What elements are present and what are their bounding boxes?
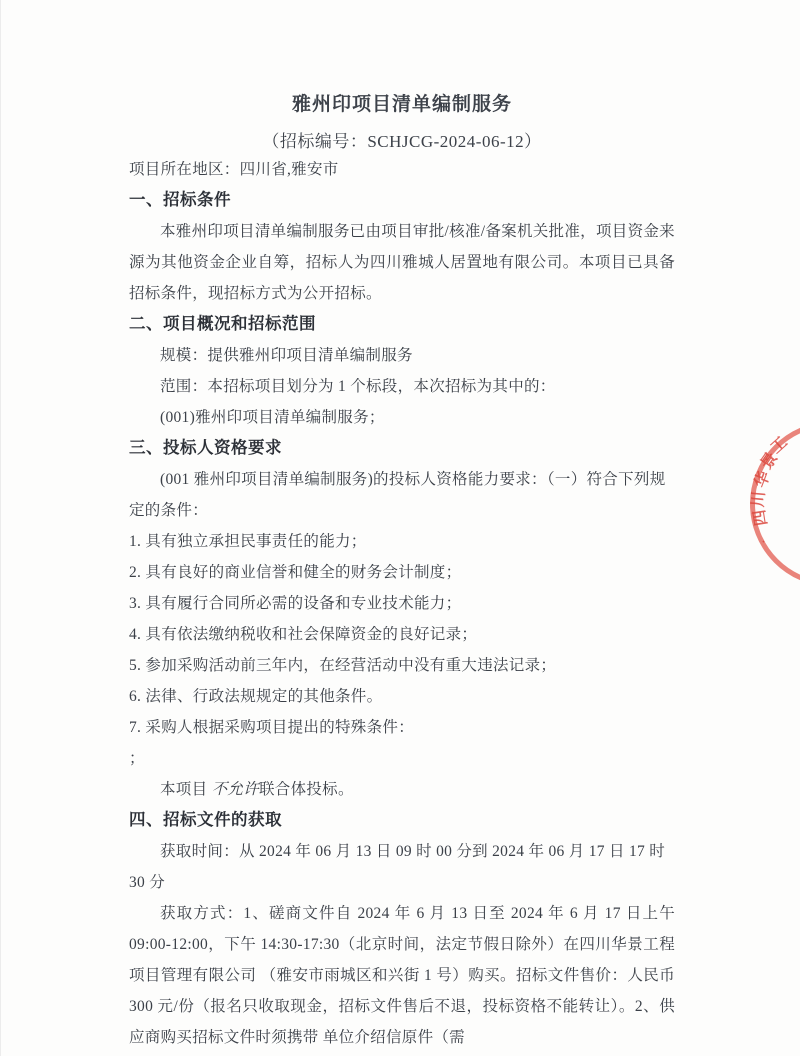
joint-bid-prefix: 本项目: [160, 781, 212, 798]
dangling-semicolon-line: ；: [129, 750, 145, 767]
document-title: 雅州印项目清单编制服务: [291, 94, 512, 115]
project-location-line: 项目所在地区：四川省,雅安市: [129, 161, 339, 178]
project-scope-line: 范围：本招标项目划分为 1 个标段，本次招标为其中的：: [160, 378, 556, 395]
section-1-paragraph: 本雅州印项目清单编制服务已由项目审批/核准/备案机关批准，项目资金来源为其他资金企业自筹，招标人为四川雅城人居置地有限公司。本项目已具备招标条件，现招标方式为公开招标。: [129, 223, 675, 302]
qualification-item-6: 6. 法律、行政法规规定的其他条件。: [129, 688, 383, 705]
section-3-heading: 三、投标人资格要求: [129, 439, 282, 457]
qualification-intro-line: (001 雅州印项目清单编制服务)的投标人资格能力要求：（一）符合下列规定的条件：: [129, 471, 666, 519]
section-4-heading: 四、招标文件的获取: [129, 811, 282, 829]
qualification-item-5: 5. 参加采购活动前三年内，在经营活动中没有重大违法记录；: [129, 657, 557, 674]
qualification-item-1: 1. 具有独立承担民事责任的能力；: [129, 533, 367, 550]
obtain-method-paragraph: 获取方式：1、磋商文件自 2024 年 6 月 13 日至 2024 年 6 月 17 日上午 09:00-12:00，下午 14:30-17:30（北京时间，法定节假日除外）在四川华景工程项目管理有限公司 （雅安市雨城区和兴街 1 号）购买。招标文件售价：人民币 300 元/份（报名只收取现金，招标文件售后不退，投标资格不能转让）。2、供应商购买招标文件时须携带 单位介绍信原件（需: [129, 905, 675, 1046]
company-seal-char-jing: 景: [758, 449, 782, 473]
section-2-heading: 二、项目概况和招标范围: [129, 315, 316, 333]
company-seal-char-hua: 华: [752, 469, 774, 491]
company-seal-separator-dot: ·: [757, 536, 771, 546]
tender-number-line: （招标编号：SCHJCG-2024-06-12）: [262, 132, 542, 151]
qualification-item-3: 3. 具有履行合同所必需的设备和专业技术能力；: [129, 595, 462, 612]
qualification-item-4: 4. 具有依法缴纳税收和社会保障资金的良好记录；: [129, 626, 478, 643]
qualification-item-7: 7. 采购人根据采购项目提出的特殊条件：: [129, 719, 415, 736]
company-seal-char-chuan: 川: [749, 490, 769, 508]
obtain-time-line: 获取时间：从 2024 年 06 月 13 日 09 时 00 分到 2024 年 06 月 17 日 17 时 30 分: [129, 843, 666, 891]
document-content: [129, 0, 675, 1053]
qualification-item-2: 2. 具有良好的商业信誉和健全的财务会计制度；: [129, 564, 462, 581]
joint-bid-suffix: 联合体投标。: [258, 781, 354, 798]
section-1-heading: 一、招标条件: [129, 191, 231, 209]
company-seal-char-si: 四: [751, 508, 771, 527]
joint-bid-line: [129, 774, 675, 805]
company-seal-char-gong: 工: [767, 433, 791, 458]
joint-bid-not-allowed: 不允许: [211, 781, 259, 798]
project-scale-line: 规模：提供雅州印项目清单编制服务: [160, 347, 413, 364]
lot-001-line: (001)雅州印项目清单编制服务；: [160, 409, 385, 426]
